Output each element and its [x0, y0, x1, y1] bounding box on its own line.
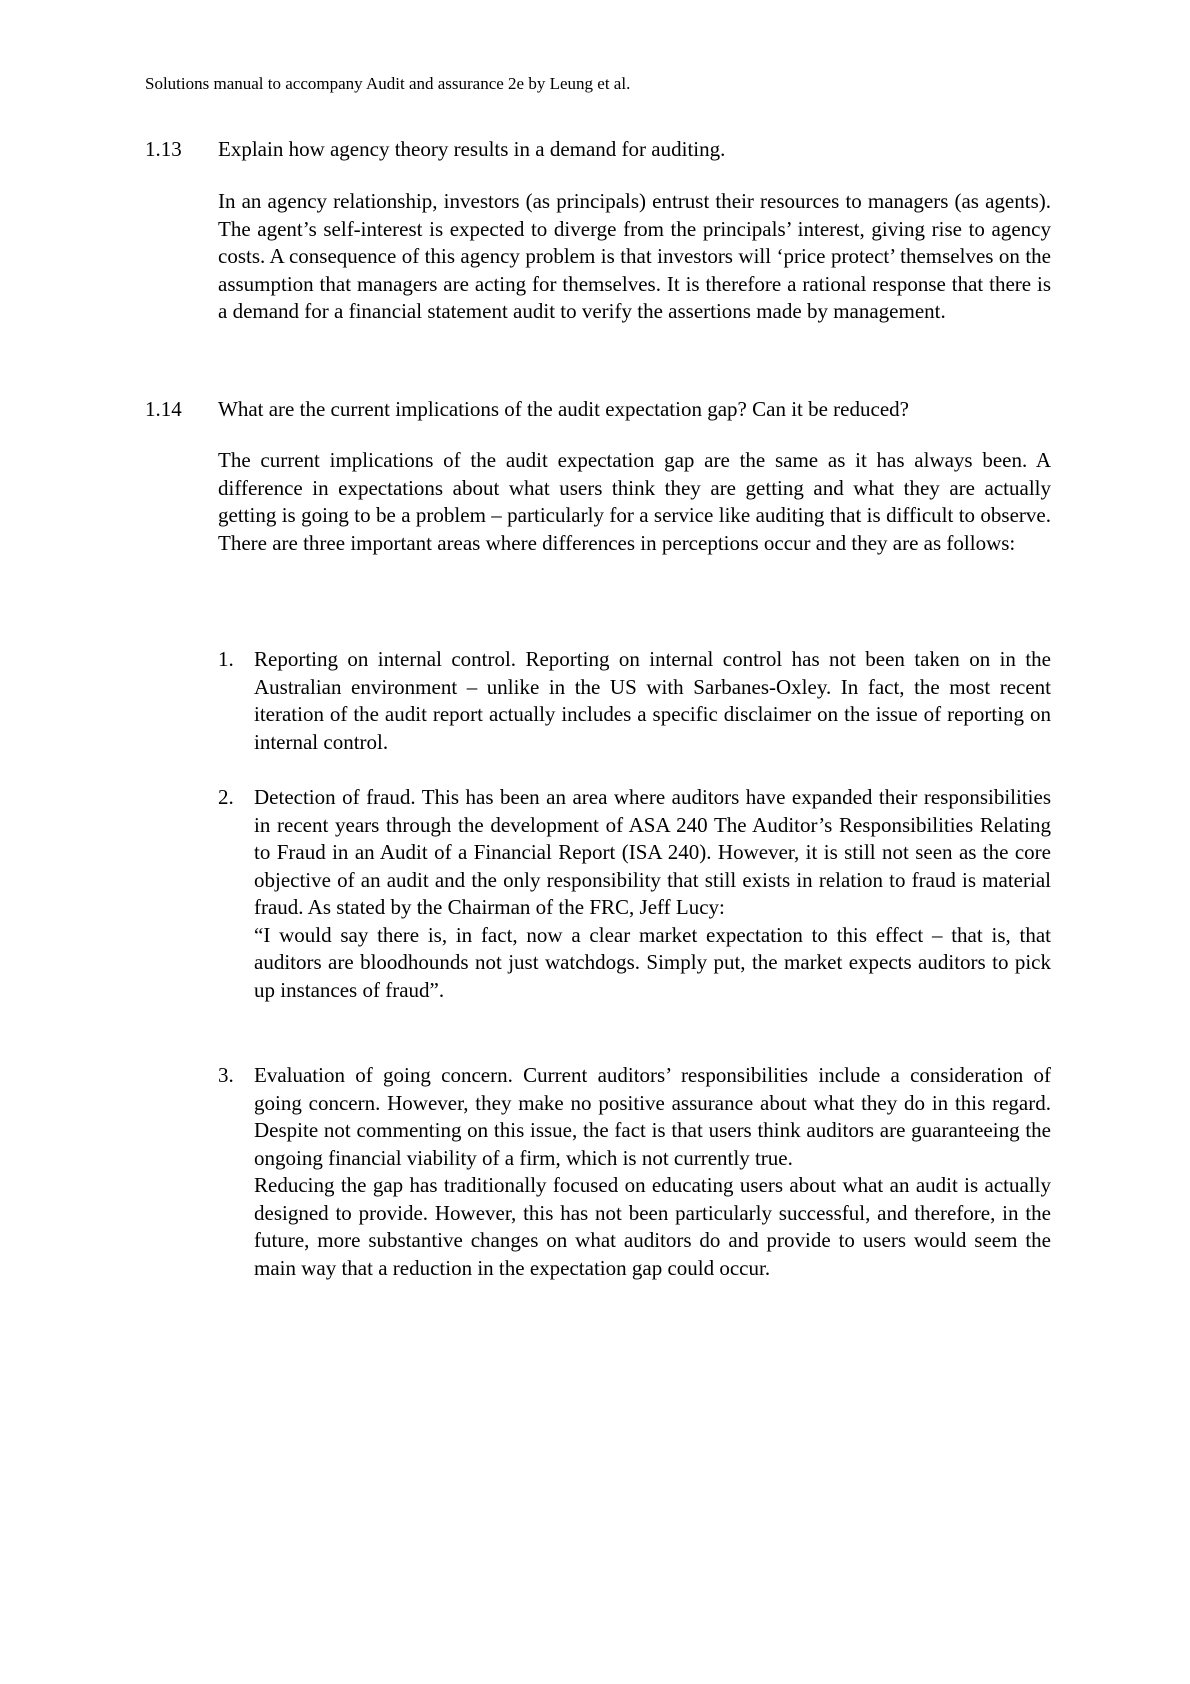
running-header: Solutions manual to accompany Audit and assurance 2e by Leung et al.: [145, 74, 631, 93]
list-item-text: Detection of fraud. This has been an area where auditors have expanded their responsibilities in recent years through the development of ASA 240 The Auditor’s Responsibilities Relating to Fraud in an Audit of a Financial Report (ISA 240). However, it is still not seen as the core objective of an audit and the only responsibility that still exists in relation to fraud is material fraud. As stated by the Chairman of the FRC, Jeff Lucy:: [254, 785, 1051, 919]
answer-paragraph: In an agency relationship, investors (as principals) entrust their resources to managers (as agents). The agent’s self-interest is expected to diverge from the principals’ interest, giving rise to agency costs. A consequence of this agency problem is that investors will ‘price protect’ themselves on the assumption that managers are acting for themselves. It is therefore a rational response that there is a demand for a financial statement audit to verify the assertions made by management.: [218, 189, 1051, 323]
list-item-text: Evaluation of going concern. Current auditors’ responsibilities include a consideration of going concern. However, they make no positive assurance about what they do in this regard. Despite not commenting on this issue, the fact is that users think auditors are guaranteeing the ongoing financial viability of a firm, which is not currently true.: [254, 1063, 1051, 1170]
list-item-number: 1.: [218, 647, 234, 671]
list-item-number: 3.: [218, 1063, 234, 1087]
question-number: 1.14: [145, 397, 182, 421]
list-item: [218, 1062, 1051, 1352]
closing-paragraph: Reducing the gap has traditionally focused on educating users about what an audit is actually designed to provide. However, this has not been particularly successful, and therefore, in the future, more substantive changes on what auditors do and provide to users would seem the main way that a reduction in the expectation gap could occur.: [254, 1173, 1051, 1280]
list-item: [218, 784, 1051, 1044]
question-text: Explain how agency theory results in a demand for auditing.: [218, 137, 726, 161]
list-item-number: 2.: [218, 785, 234, 809]
answer-paragraph: The current implications of the audit expectation gap are the same as it has always been. A difference in expectations about what users think they are getting and what they are actually getting is going to be a problem – particularly for a service like auditing that is difficult to observe. There are three important areas where differences in perceptions occur and they are as follows:: [218, 448, 1051, 555]
quotation: “I would say there is, in fact, now a clear market expectation to this effect – that is, that auditors are bloodhounds not just watchdogs. Simply put, the market expects auditors to pick up instances of fraud”.: [254, 922, 1051, 1002]
list-item: [218, 646, 1051, 766]
list-item-text: Reporting on internal control. Reporting on internal control has not been taken on in the Australian environment – unlike in the US with Sarbanes-Oxley. In fact, the most recent iteration of the audit report actually includes a specific disclaimer on the issue of reporting on internal control.: [254, 647, 1051, 754]
question-text: What are the current implications of the audit expectation gap? Can it be reduced?: [218, 397, 909, 421]
question-number: 1.13: [145, 137, 182, 161]
